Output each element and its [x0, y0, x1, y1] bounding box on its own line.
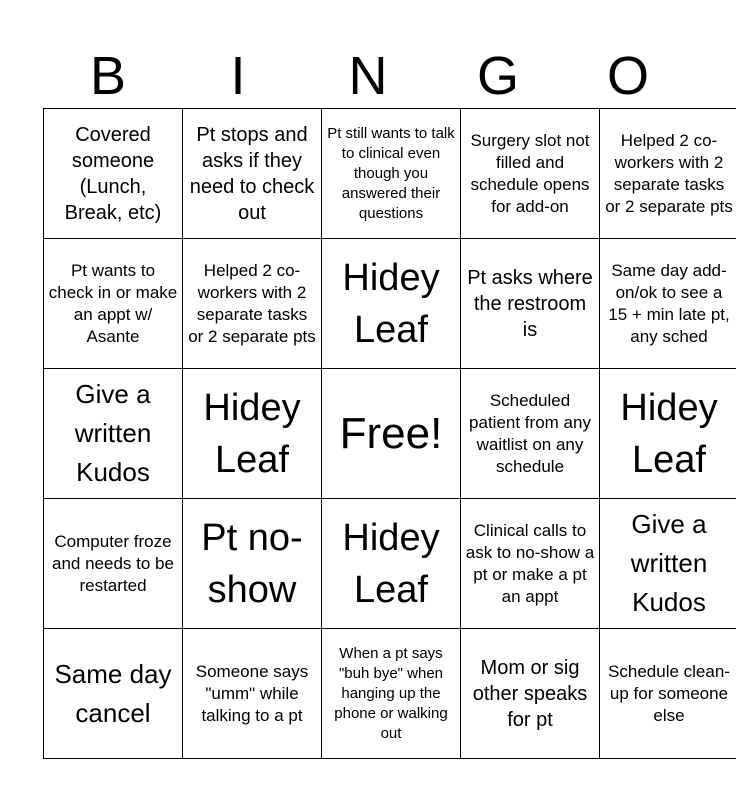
bingo-cell: Pt wants to check in or make an appt w/ Asante: [44, 239, 183, 369]
free-cell: Free!: [322, 369, 461, 499]
bingo-cell: When a pt says "buh bye" when hanging up the phone or walking out: [322, 629, 461, 759]
bingo-row: [44, 239, 736, 369]
bingo-cell: Someone says "umm" while talking to a pt: [183, 629, 322, 759]
bingo-cell: Schedule clean-up for someone else: [600, 629, 736, 759]
bingo-cell: Same day cancel: [44, 629, 183, 759]
bingo-cell: Computer froze and needs to be restarted: [44, 499, 183, 629]
bingo-cell: Hidey Leaf: [183, 369, 322, 499]
header-letter-o: O: [606, 46, 649, 106]
bingo-row: [44, 629, 736, 759]
bingo-cell: Pt stops and asks if they need to check out: [183, 109, 322, 239]
bingo-cell: Pt still wants to talk to clinical even though you answered their questions: [322, 109, 461, 239]
bingo-cell: Hidey Leaf: [600, 369, 736, 499]
bingo-cell: Pt no-show: [183, 499, 322, 629]
bingo-cell: Pt asks where the restroom is: [461, 239, 600, 369]
bingo-cell: Helped 2 co-workers with 2 separate tasks or 2 separate pts: [600, 109, 736, 239]
bingo-cell: Give a written Kudos: [44, 369, 183, 499]
header-letter-b: B: [89, 46, 127, 106]
bingo-cell: Helped 2 co-workers with 2 separate tasks or 2 separate pts: [183, 239, 322, 369]
bingo-cell: Surgery slot not filled and schedule opens for add-on: [461, 109, 600, 239]
bingo-cell: Scheduled patient from any waitlist on any schedule: [461, 369, 600, 499]
bingo-cell: Hidey Leaf: [322, 499, 461, 629]
bingo-cell: Same day add-on/ok to see a 15 + min late pt, any sched: [600, 239, 736, 369]
bingo-cell: Covered someone (Lunch, Break, etc): [44, 109, 183, 239]
bingo-cell: Mom or sig other speaks for pt: [461, 629, 600, 759]
bingo-row: [44, 369, 736, 499]
bingo-card: [43, 108, 736, 759]
header-letter-n: N: [348, 46, 388, 106]
bingo-row: [44, 499, 736, 629]
bingo-cell: Hidey Leaf: [322, 239, 461, 369]
bingo-cell: Clinical calls to ask to no-show a pt or make a pt an appt: [461, 499, 600, 629]
bingo-row: [44, 109, 736, 239]
header-letter-i: I: [230, 46, 246, 106]
bingo-header: [43, 46, 693, 106]
header-letter-g: G: [476, 46, 519, 106]
bingo-cell: Give a written Kudos: [600, 499, 736, 629]
